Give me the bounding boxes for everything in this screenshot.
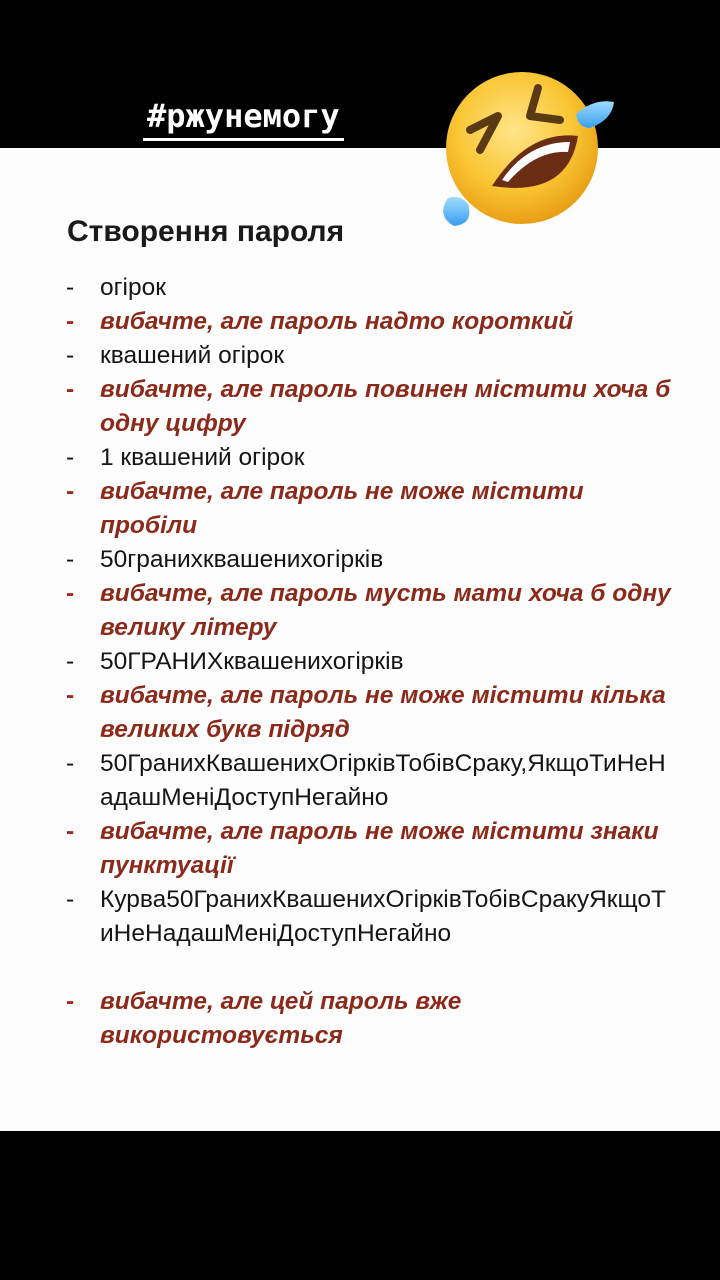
error-message-text: вибачте, але пароль не може містити пробіли <box>100 478 584 539</box>
list-dash: - <box>66 308 75 335</box>
error-message-item <box>66 985 676 1053</box>
password-attempt-item <box>66 747 676 815</box>
list-dash: - <box>66 886 75 913</box>
error-message-item <box>66 815 676 883</box>
page-title: Створення пароля <box>67 215 345 248</box>
password-attempt-text: 50ГРАНИХквашенихогірків <box>100 648 404 675</box>
hashtag-sticker[interactable]: #ржунемогу <box>143 94 344 141</box>
password-attempt-item <box>66 645 676 679</box>
bottom-black-bar <box>0 1131 720 1280</box>
list-dash: - <box>66 818 75 845</box>
password-attempt-text: 50гранихквашенихогірків <box>100 546 384 573</box>
password-attempt-text: Курва50ГранихКвашенихОгірківТобівСракуЯкщоТиНеНадашМеніДоступНегайно <box>100 886 666 947</box>
list-dash: - <box>66 342 75 369</box>
rolling-on-floor-laughing-icon <box>418 58 616 228</box>
error-message-text: вибачте, але пароль повинен містити хоча б одну цифру <box>100 376 671 437</box>
list-dash: - <box>66 444 75 471</box>
password-attempts-list <box>66 271 676 1053</box>
password-attempt-text: квашений огірок <box>100 342 285 369</box>
error-message-item <box>66 305 676 339</box>
password-attempt-item <box>66 271 676 305</box>
password-attempt-item <box>66 543 676 577</box>
error-message-text: вибачте, але пароль не може містити знаки пунктуації <box>100 818 659 879</box>
list-dash: - <box>66 648 75 675</box>
error-message-text: вибачте, але цей пароль вже використовується <box>100 988 462 1049</box>
password-attempt-text: огірок <box>100 274 166 301</box>
list-dash: - <box>66 478 75 505</box>
list-dash: - <box>66 546 75 573</box>
list-dash: - <box>66 376 75 403</box>
error-message-text: вибачте, але пароль не може містити кілька великих букв підряд <box>100 682 666 743</box>
list-dash: - <box>66 274 75 301</box>
password-attempt-text: 50ГранихКвашенихОгірківТобівСраку,ЯкщоТиНеНадашМеніДоступНегайно <box>100 750 666 811</box>
list-dash: - <box>66 988 75 1015</box>
error-message-text: вибачте, але пароль мусть мати хоча б одну велику літеру <box>100 580 671 641</box>
error-message-item <box>66 679 676 747</box>
password-attempt-item <box>66 339 676 373</box>
error-message-item <box>66 373 676 441</box>
list-dash: - <box>66 750 75 777</box>
password-attempt-item <box>66 883 676 951</box>
password-attempt-text: 1 квашений огірок <box>100 444 305 471</box>
error-message-item <box>66 577 676 645</box>
list-dash: - <box>66 580 75 607</box>
list-dash: - <box>66 682 75 709</box>
error-message-text: вибачте, але пароль надто короткий <box>100 308 574 335</box>
password-attempt-item <box>66 441 676 475</box>
error-message-item <box>66 475 676 543</box>
